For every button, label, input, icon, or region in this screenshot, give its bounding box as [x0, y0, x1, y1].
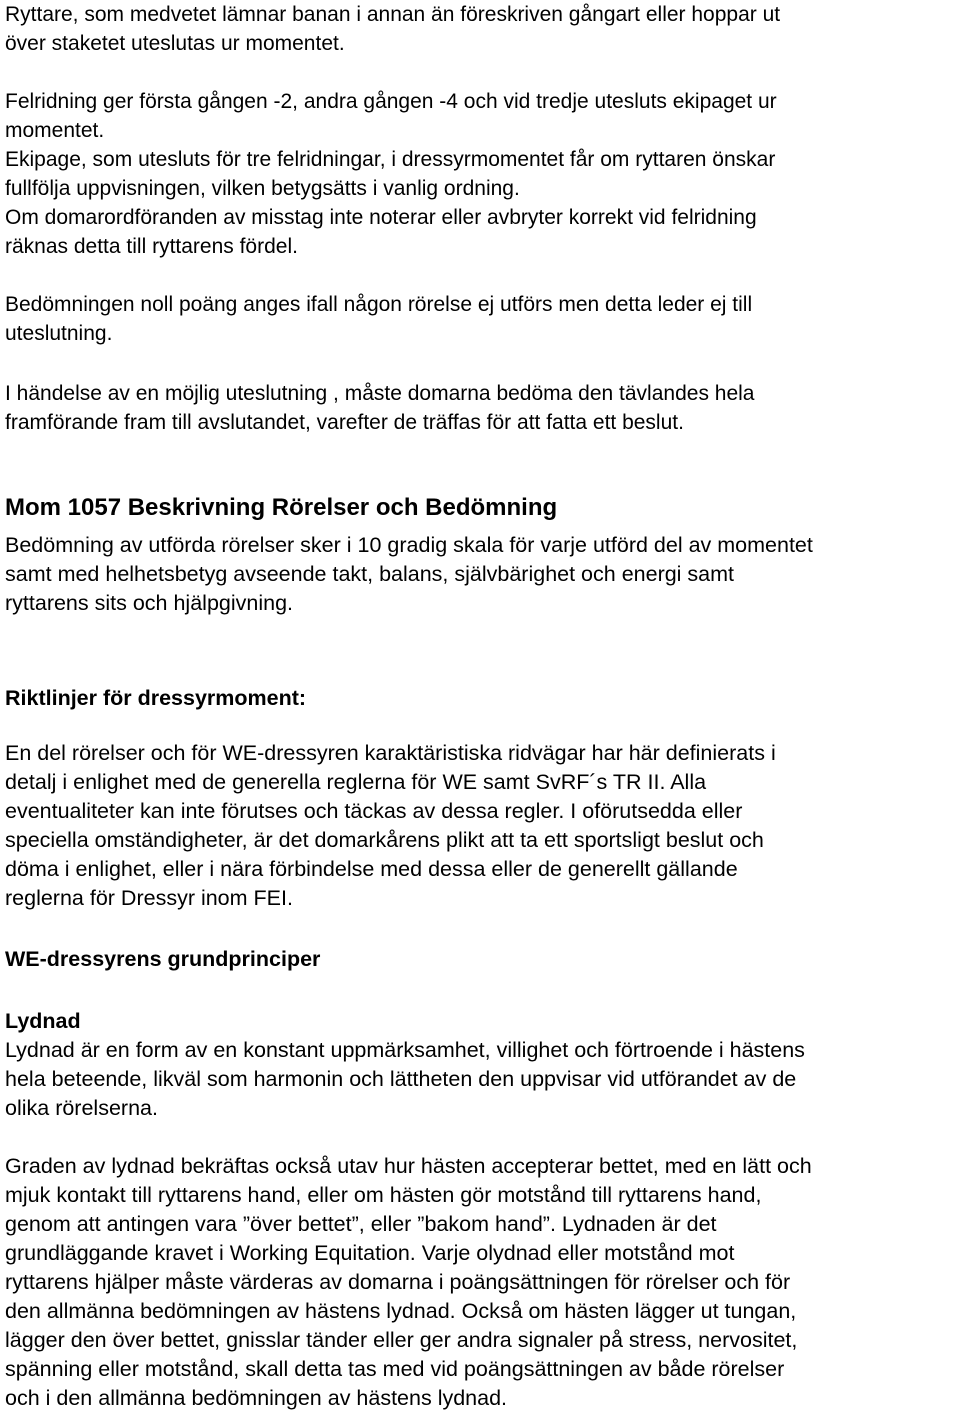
paragraph-lydnad-degree — [5, 1152, 955, 1413]
paragraph-zero-points — [5, 290, 955, 348]
section-heading-principles: WE-dressyrens grundprinciper — [5, 947, 321, 971]
paragraph-leaving-arena — [5, 0, 955, 58]
text-line: olika rörelserna. — [5, 1096, 158, 1120]
text-line: genom att antingen vara ”över bettet”, eller ”bakom hand”. Lydnaden är det — [5, 1212, 717, 1236]
paragraph-judge-mistake — [5, 203, 955, 261]
paragraph-assessment-scale — [5, 531, 955, 618]
text-line: momentet. — [5, 119, 105, 142]
text-line: fullfölja uppvisningen, vilken betygsätts i vanlig ordning. — [5, 177, 520, 200]
text-line: Felridning ger första gången -2, andra gången -4 och vid tredje utesluts ekipaget ur — [5, 90, 777, 113]
text-line: ryttarens sits och hjälpgivning. — [5, 591, 294, 615]
text-line: lägger den över bettet, gnisslar tänder eller ger andra signaler på stress, nervositet, — [5, 1328, 798, 1352]
text-line: Lydnad är en form av en konstant uppmärksamhet, villighet och förtroende i hästens — [5, 1038, 805, 1062]
paragraph-excluded-pair — [5, 145, 955, 203]
section-heading-mom-1057: Mom 1057 Beskrivning Rörelser och Bedömning — [5, 494, 558, 521]
text-line: reglerna för Dressyr inom FEI. — [5, 886, 293, 910]
section-heading-lydnad: Lydnad — [5, 1009, 81, 1033]
text-line: Ekipage, som utesluts för tre felridningar, i dressyrmomentet får om ryttaren önskar — [5, 148, 776, 171]
section-heading-guidelines: Riktlinjer för dressyrmoment: — [5, 686, 307, 710]
text-line: räknas detta till ryttarens fördel. — [5, 235, 298, 258]
text-line: och i den allmänna bedömningen av hästens lydnad. — [5, 1386, 508, 1410]
text-line: Bedömning av utförda rörelser sker i 10 gradig skala för varje utförd del av momentet — [5, 533, 813, 557]
text-line: spänning eller motstånd, skall detta tas med vid poängsättningen av både rörelser — [5, 1357, 785, 1381]
text-line: den allmänna bedömningen av hästens lydnad. Också om hästen lägger ut tungan, — [5, 1299, 797, 1323]
text-line: uteslutning. — [5, 322, 113, 345]
text-line: döma i enlighet, eller i nära förbindelse med dessa eller de generellt gällande — [5, 857, 738, 881]
text-line: detalj i enlighet med de generella reglerna för WE samt SvRF´s TR II. Alla — [5, 770, 707, 794]
text-line: ryttarens hjälper måste värderas av domarna i poängsättningen för rörelser och för — [5, 1270, 791, 1294]
text-line: framförande fram till avslutandet, varefter de träffas för att fatta ett beslut. — [5, 411, 684, 434]
text-line: Ryttare, som medvetet lämnar banan i annan än föreskriven gångart eller hoppar ut — [5, 3, 781, 26]
paragraph-wrong-course — [5, 87, 955, 145]
paragraph-lydnad-definition — [5, 1036, 955, 1123]
text-line: över staketet uteslutas ur momentet. — [5, 32, 345, 55]
text-line: speciella omständigheter, är det domarkårens plikt att ta ett sportsligt beslut och — [5, 828, 764, 852]
paragraph-possible-exclusion — [5, 379, 955, 437]
paragraph-guidelines — [5, 739, 955, 913]
text-line: samt med helhetsbetyg avseende takt, balans, självbärighet och energi samt — [5, 562, 735, 586]
text-line: hela beteende, likväl som harmonin och lättheten den uppvisar vid utförandet av de — [5, 1067, 797, 1091]
text-line: I händelse av en möjlig uteslutning , måste domarna bedöma den tävlandes hela — [5, 382, 755, 405]
text-line: En del rörelser och för WE-dressyren karaktäristiska ridvägar har här definierats i — [5, 741, 776, 765]
text-line: grundläggande kravet i Working Equitation. Varje olydnad eller motstånd mot — [5, 1241, 735, 1265]
text-line: Bedömningen noll poäng anges ifall någon rörelse ej utförs men detta leder ej till — [5, 293, 753, 316]
text-line: eventualiteter kan inte förutses och täckas av dessa regler. I oförutsedda eller — [5, 799, 743, 823]
text-line: Om domarordföranden av misstag inte noterar eller avbryter korrekt vid felridning — [5, 206, 757, 229]
text-line: mjuk kontakt till ryttarens hand, eller om hästen gör motstånd till ryttarens hand, — [5, 1183, 762, 1207]
text-line: Graden av lydnad bekräftas också utav hur hästen accepterar bettet, med en lätt och — [5, 1154, 812, 1178]
